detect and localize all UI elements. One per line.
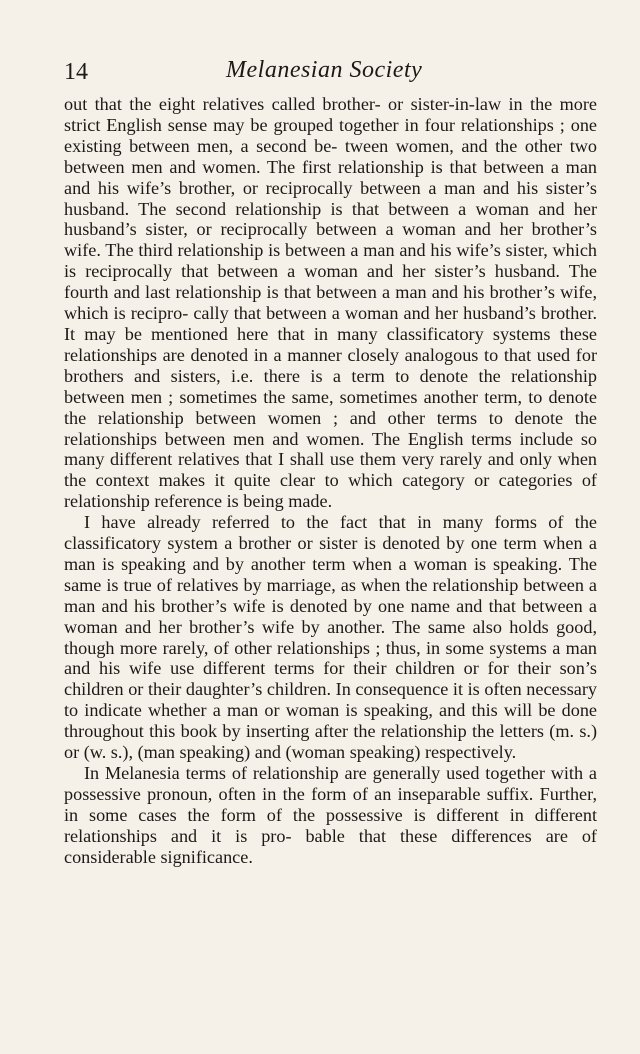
body-text — [64, 94, 597, 868]
paragraph-brothers-in-law: out that the eight relatives called brother- or sister-in-law in the more strict English sense may be grouped together in four relationships ; one existing between men, a second be- tween women, and the other two between men and women. The first relationship is that between a man and his wife’s brother, or reciprocally between a man and his sister’s husband. The second relationship is that between a woman and her husband’s sister, or reciprocally between a woman and her brother’s wife. The third relationship is between a man and his wife’s sister, which is reciprocally that between a woman and her sister’s husband. The fourth and last relationship is that between a man and his brother’s wife, which is recipro- cally that between a woman and her husband’s brother. It may be mentioned here that in many classificatory systems these relationships are denoted in a manner closely analogous to that used for brothers and sisters, i.e. there is a term to denote the relationship between men ; sometimes the same, sometimes another term, to denote the relationship between women ; and other terms to denote the relationships between men and women. The English terms include so many different relatives that I shall use them very rarely and only when the context makes it quite clear to which category or categories of relationship reference is being made. — [64, 94, 597, 512]
paragraph-possessive-pronoun: In Melanesia terms of relationship are generally used together with a possessive pronoun, often in the form of an inseparable suffix. Further, in some cases the form of the possessive is different in different relationships and it is pro- bable that these differences are of considerable significance. — [64, 763, 597, 867]
book-page — [64, 54, 597, 868]
paragraph-speaker-sex: I have already referred to the fact that in many forms of the classificatory system a brother or sister is denoted by one term when a man is speaking and by another term when a woman is speaking. The same is true of relatives by marriage, as when the relationship between a man and his brother’s wife is denoted by one name and that between a woman and her brother’s wife by another. The same also holds good, though more rarely, of other relationships ; thus, in some systems a man and his wife use different terms for their children or for their son’s children or their daughter’s children. In consequence it is often necessary to indicate whether a man or woman is speaking, and this will be done throughout this book by inserting after the relationship the letters (m. s.) or (w. s.), (man speaking) and (woman speaking) respectively. — [64, 512, 597, 763]
page-number: 14 — [64, 59, 88, 85]
running-header — [64, 54, 597, 88]
running-title: Melanesian Society — [226, 57, 423, 83]
